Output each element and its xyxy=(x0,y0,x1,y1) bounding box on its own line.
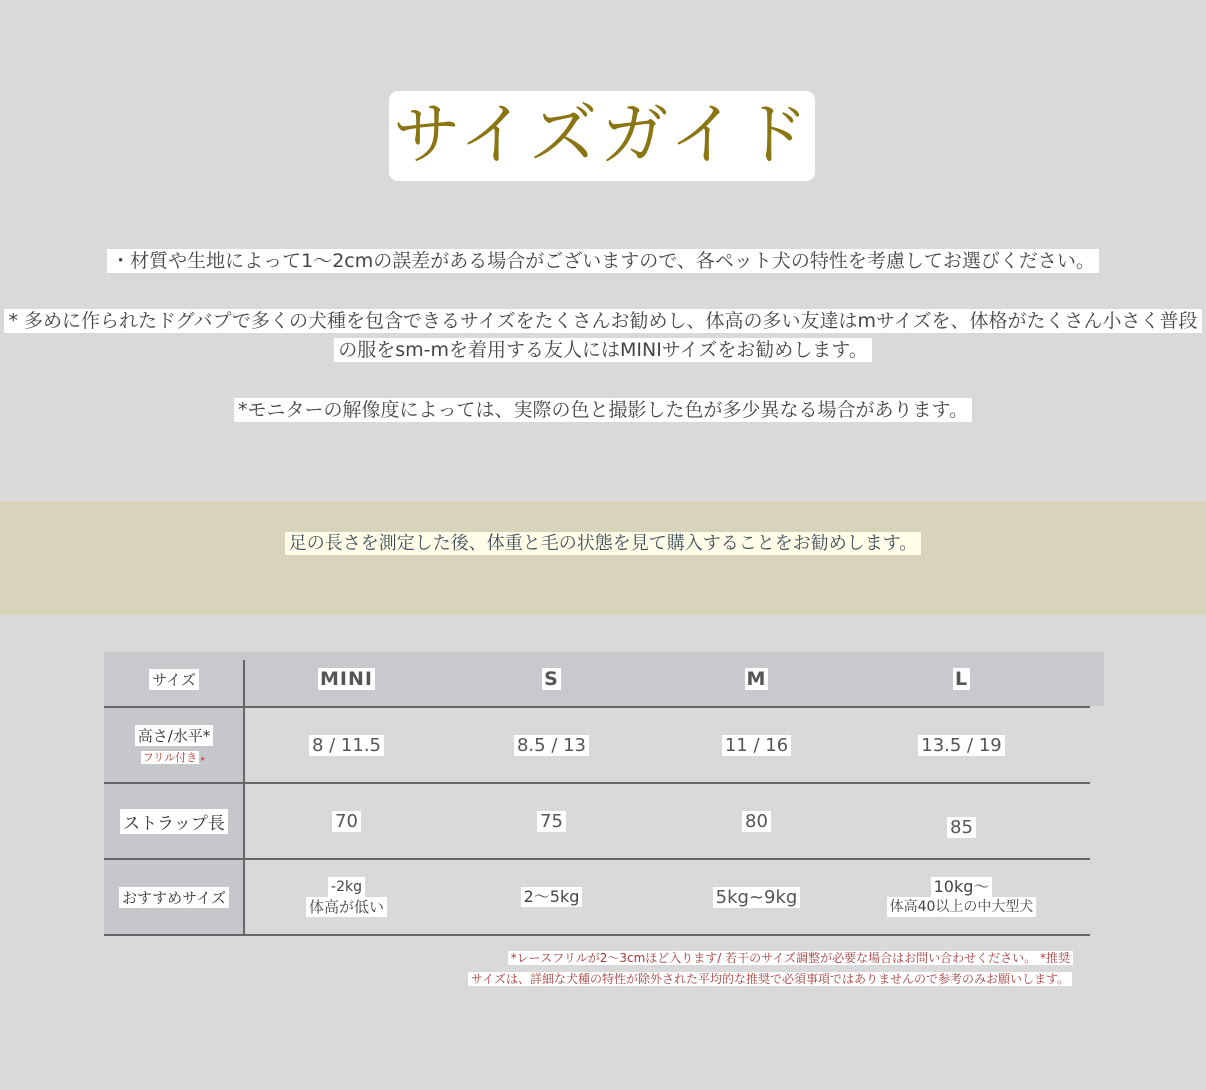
row-label-recommended: おすすめサイズ xyxy=(104,860,244,934)
table-cell: 13.5 / 19 xyxy=(859,708,1064,782)
table-cell: 80 xyxy=(654,784,859,858)
column-header-m: M xyxy=(746,668,767,690)
table-cell: 70 xyxy=(244,784,449,858)
note-recommendation-line1: * 多めに作られたドグバプで多くの犬種を包含できるサイズをたくさんお勧めし、体高の多い友達はmサイズを、体格がたくさん小さく普段 xyxy=(4,309,1201,333)
note-recommendation-line2: の服をsm-mを着用する友人にはMINIサイズをお勧めします。 xyxy=(334,338,872,362)
note-tolerance-text: ・材質や生地によって1〜2cmの誤差がある場合がございますので、各ペット犬の特性を考慮してお選びください。 xyxy=(107,249,1099,273)
column-header-l: L xyxy=(954,668,969,690)
table-cell: -2kg 体高が低い xyxy=(244,860,449,934)
column-header-s: S xyxy=(544,668,559,690)
row-label-height-width: 高さ/水平* フリル付き ▸ xyxy=(104,708,244,782)
table-divider xyxy=(104,934,1090,936)
table-cell: 2〜5kg xyxy=(449,860,654,934)
table-cell: 5kg~9kg xyxy=(654,860,859,934)
page-title: サイズガイド xyxy=(392,96,812,175)
page-title-box xyxy=(389,91,815,181)
advice-text-content: 足の長さを測定した後、体重と毛の状態を見て購入することをお勧めします。 xyxy=(285,532,922,555)
size-table xyxy=(104,652,1104,938)
advice-band xyxy=(0,501,1206,615)
table-cell: 11 / 16 xyxy=(654,708,859,782)
footnote-line2: サイズは、詳細な犬種の特性が除外された平均的な推奨で必須事項ではありませんので参考のみお願いします。 xyxy=(0,969,1072,990)
column-header-mini: MINI xyxy=(320,668,373,690)
note-monitor-text: *モニターの解像度によっては、実際の色と撮影した色が多少異なる場合があります。 xyxy=(234,398,972,422)
row-label-strap-length: ストラップ長 xyxy=(104,784,244,858)
table-cell: 8.5 / 13 xyxy=(449,708,654,782)
table-cell: 85 xyxy=(859,790,1064,864)
footnote-line1: *レースフリルが2〜3cmほど入ります/ 若干のサイズ調整が必要な場合はお問い合わせください。 *推奨 xyxy=(0,948,1073,969)
note-recommendation xyxy=(0,307,1206,365)
advice-text xyxy=(0,529,1206,555)
row-sublabel-frill: フリル付き ▸ xyxy=(142,751,206,764)
note-monitor xyxy=(0,396,1206,425)
table-header-label: サイズ xyxy=(104,652,244,706)
table-cell: 75 xyxy=(449,784,654,858)
table-cell: 10kg〜 体高40以上の中大型犬 xyxy=(859,860,1064,934)
table-cell: 8 / 11.5 xyxy=(244,708,449,782)
note-tolerance xyxy=(0,247,1206,276)
